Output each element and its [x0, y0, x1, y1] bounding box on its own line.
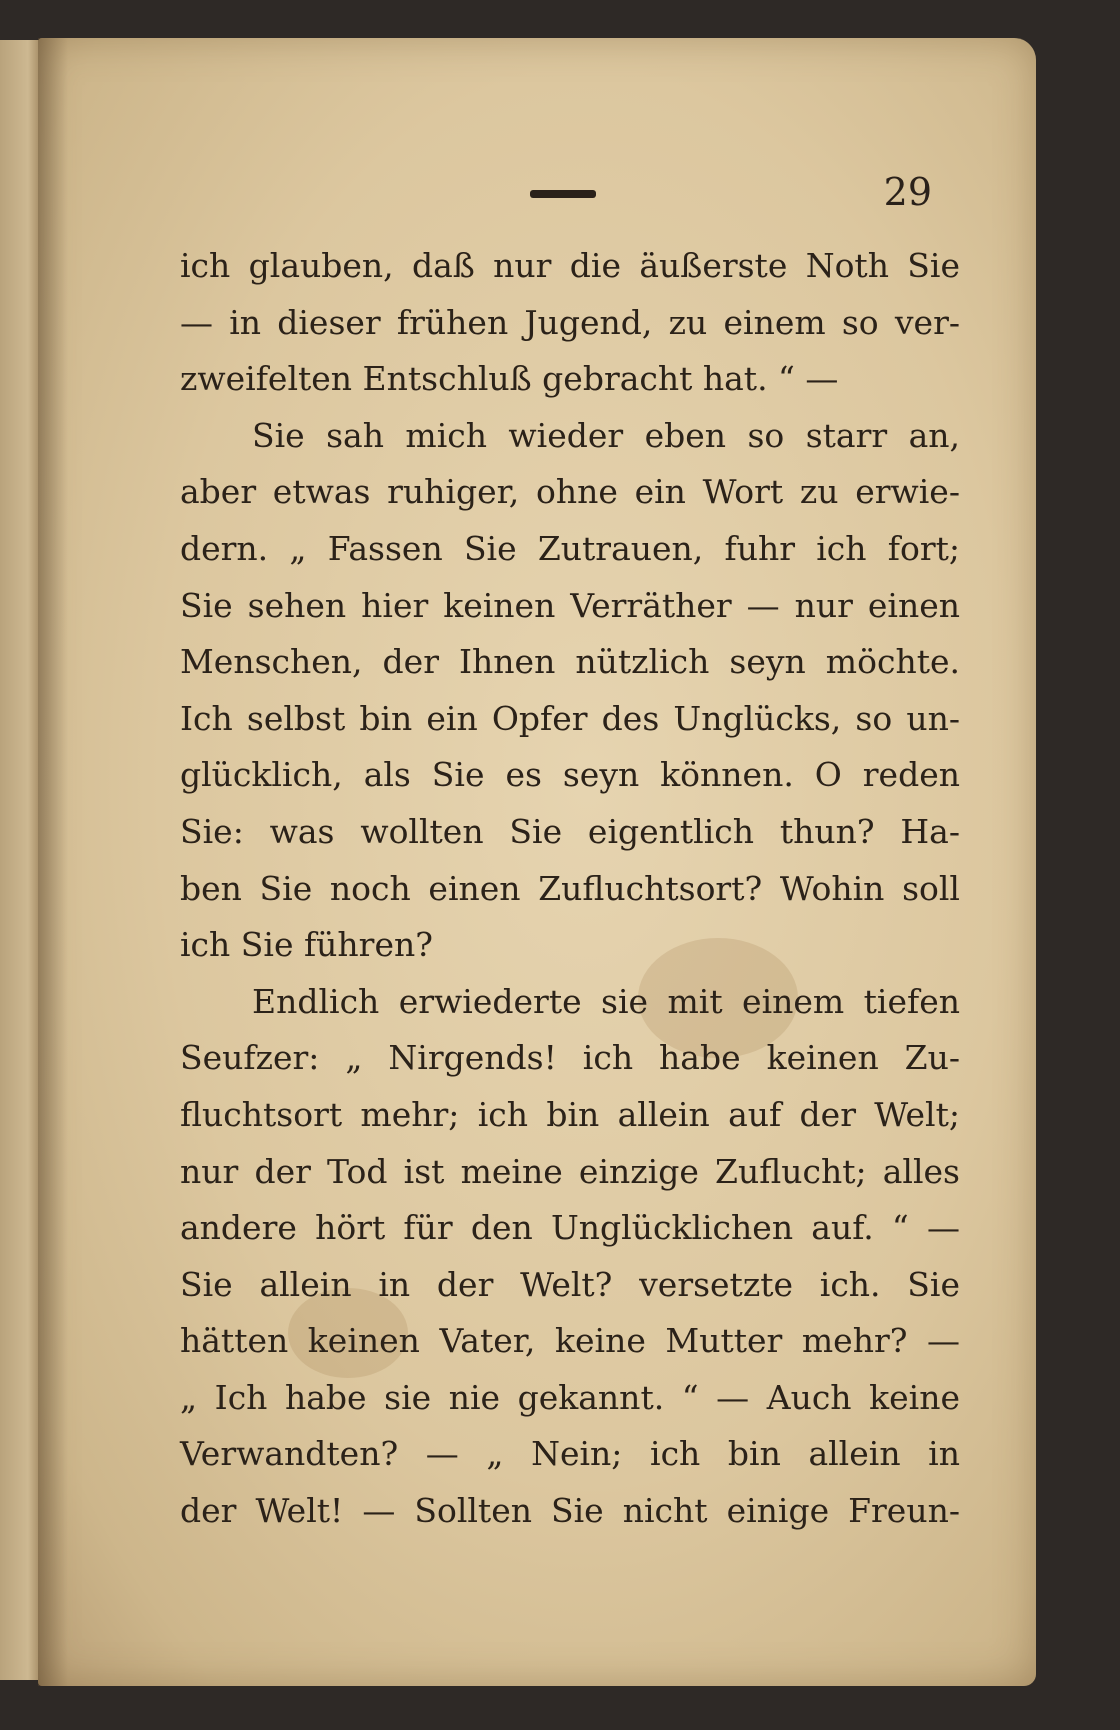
text-line: Sie sehen hier keinen Verräther — nur einen [180, 585, 960, 625]
text-line: Sie: was wollten Sie eigentlich thun? Ha- [180, 811, 960, 851]
text-line: nur der Tod ist meine einzige Zuflucht; alles [180, 1151, 960, 1191]
facing-page-edge [0, 40, 40, 1680]
text-line: Sie sah mich wieder eben so starr an, [252, 415, 960, 455]
text-line: dern. „ Fassen Sie Zutrauen, fuhr ich fort; [180, 528, 960, 568]
text-line: fluchtsort mehr; ich bin allein auf der Welt; [180, 1094, 960, 1134]
page-gutter-shadow [38, 38, 68, 1686]
text-line: Ich selbst bin ein Opfer des Unglücks, so un- [180, 698, 960, 738]
text-line: zweifelten Entschluß gebracht hat. “ — [180, 359, 839, 399]
text-line: aber etwas ruhiger, ohne ein Wort zu erwie- [180, 472, 960, 512]
text-line: Menschen, der Ihnen nützlich seyn möchte. [180, 642, 960, 682]
text-line: glücklich, als Sie es seyn können. O reden [180, 755, 960, 795]
page-number: 29 [883, 170, 932, 214]
header-rule [530, 190, 596, 198]
text-line: Sie allein in der Welt? versetzte ich. Sie [180, 1264, 960, 1304]
body-text [180, 238, 960, 1540]
text-line: Seufzer: „ Nirgends! ich habe keinen Zu- [180, 1038, 960, 1078]
text-line: Verwandten? — „ Nein; ich bin allein in [180, 1434, 960, 1474]
page-header [140, 170, 940, 214]
text-line: andere hört für den Unglücklichen auf. “ — [180, 1208, 960, 1248]
text-line: — in dieser frühen Jugend, zu einem so ver- [180, 302, 960, 342]
text-line: hätten keinen Vater, keine Mutter mehr? — [180, 1321, 960, 1361]
text-line: der Welt! — Sollten Sie nicht einige Freun- [180, 1491, 960, 1531]
text-line: Endlich erwiederte sie mit einem tiefen [252, 981, 960, 1021]
text-line: „ Ich habe sie nie gekannt. “ — Auch keine [180, 1377, 960, 1417]
text-line: ich Sie führen? [180, 925, 433, 965]
text-line: ich glauben, daß nur die äußerste Noth Sie [180, 246, 960, 285]
text-line: ben Sie noch einen Zufluchtsort? Wohin soll [180, 868, 960, 908]
